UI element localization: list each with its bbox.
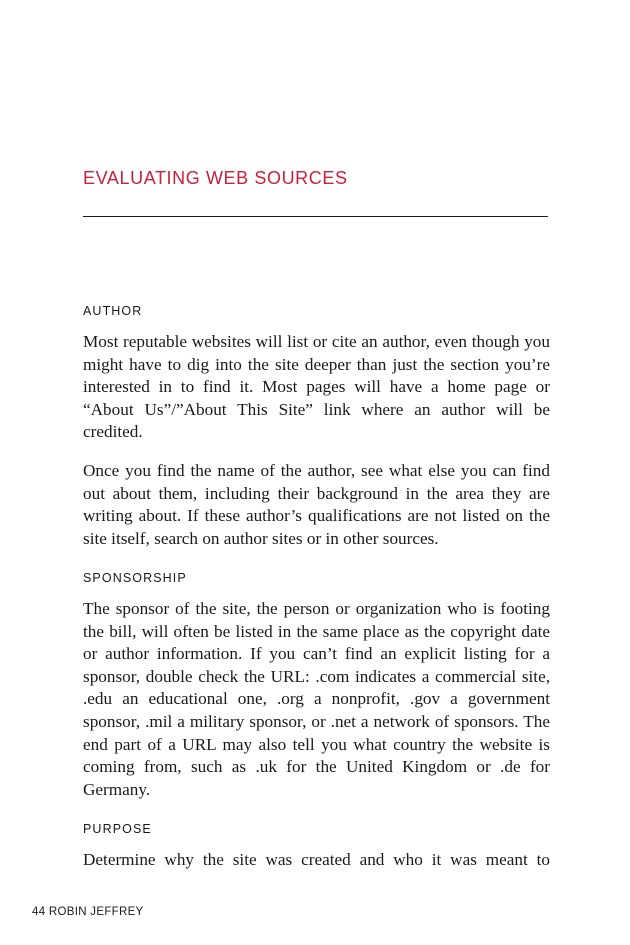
- section-heading-author: AUTHOR: [83, 304, 143, 318]
- author-paragraph-2: Once you find the name of the author, see what else you can find out about them, including their background in the area they are writing about. If these author’s qualifications are not listed on the site itself, search on author sites or in other sources.: [83, 461, 550, 548]
- page-footer: 44 ROBIN JEFFREY: [32, 906, 144, 918]
- section-heading-sponsorship: SPONSORSHIP: [83, 571, 187, 585]
- title-divider: [83, 216, 548, 217]
- purpose-paragraph: Determine why the site was created and who it was meant to: [83, 850, 550, 869]
- sponsorship-paragraph: The sponsor of the site, the person or organization who is footing the bill, will often be listed in the same place as the copyright date or author information. If you can’t find an explicit listing for a sponsor, double check the URL: .com indicates a commercial site, .edu an educational one, .org a nonprofit, .gov a government sponsor, .mil a military sponsor, or .net a network of sponsors. The end part of a URL may also tell you what country the website is coming from, such as .uk for the United Kingdom or .de for Germany.: [83, 599, 550, 799]
- author-paragraph-1: Most reputable websites will list or cite an author, even though you might have to dig into the site deeper than just the section you’re interested in to find it. Most pages will have a home page or “About Us”/”About This Site” link where an author will be credited.: [83, 332, 550, 442]
- chapter-title: EVALUATING WEB SOURCES: [83, 168, 348, 188]
- section-heading-purpose: PURPOSE: [83, 822, 152, 836]
